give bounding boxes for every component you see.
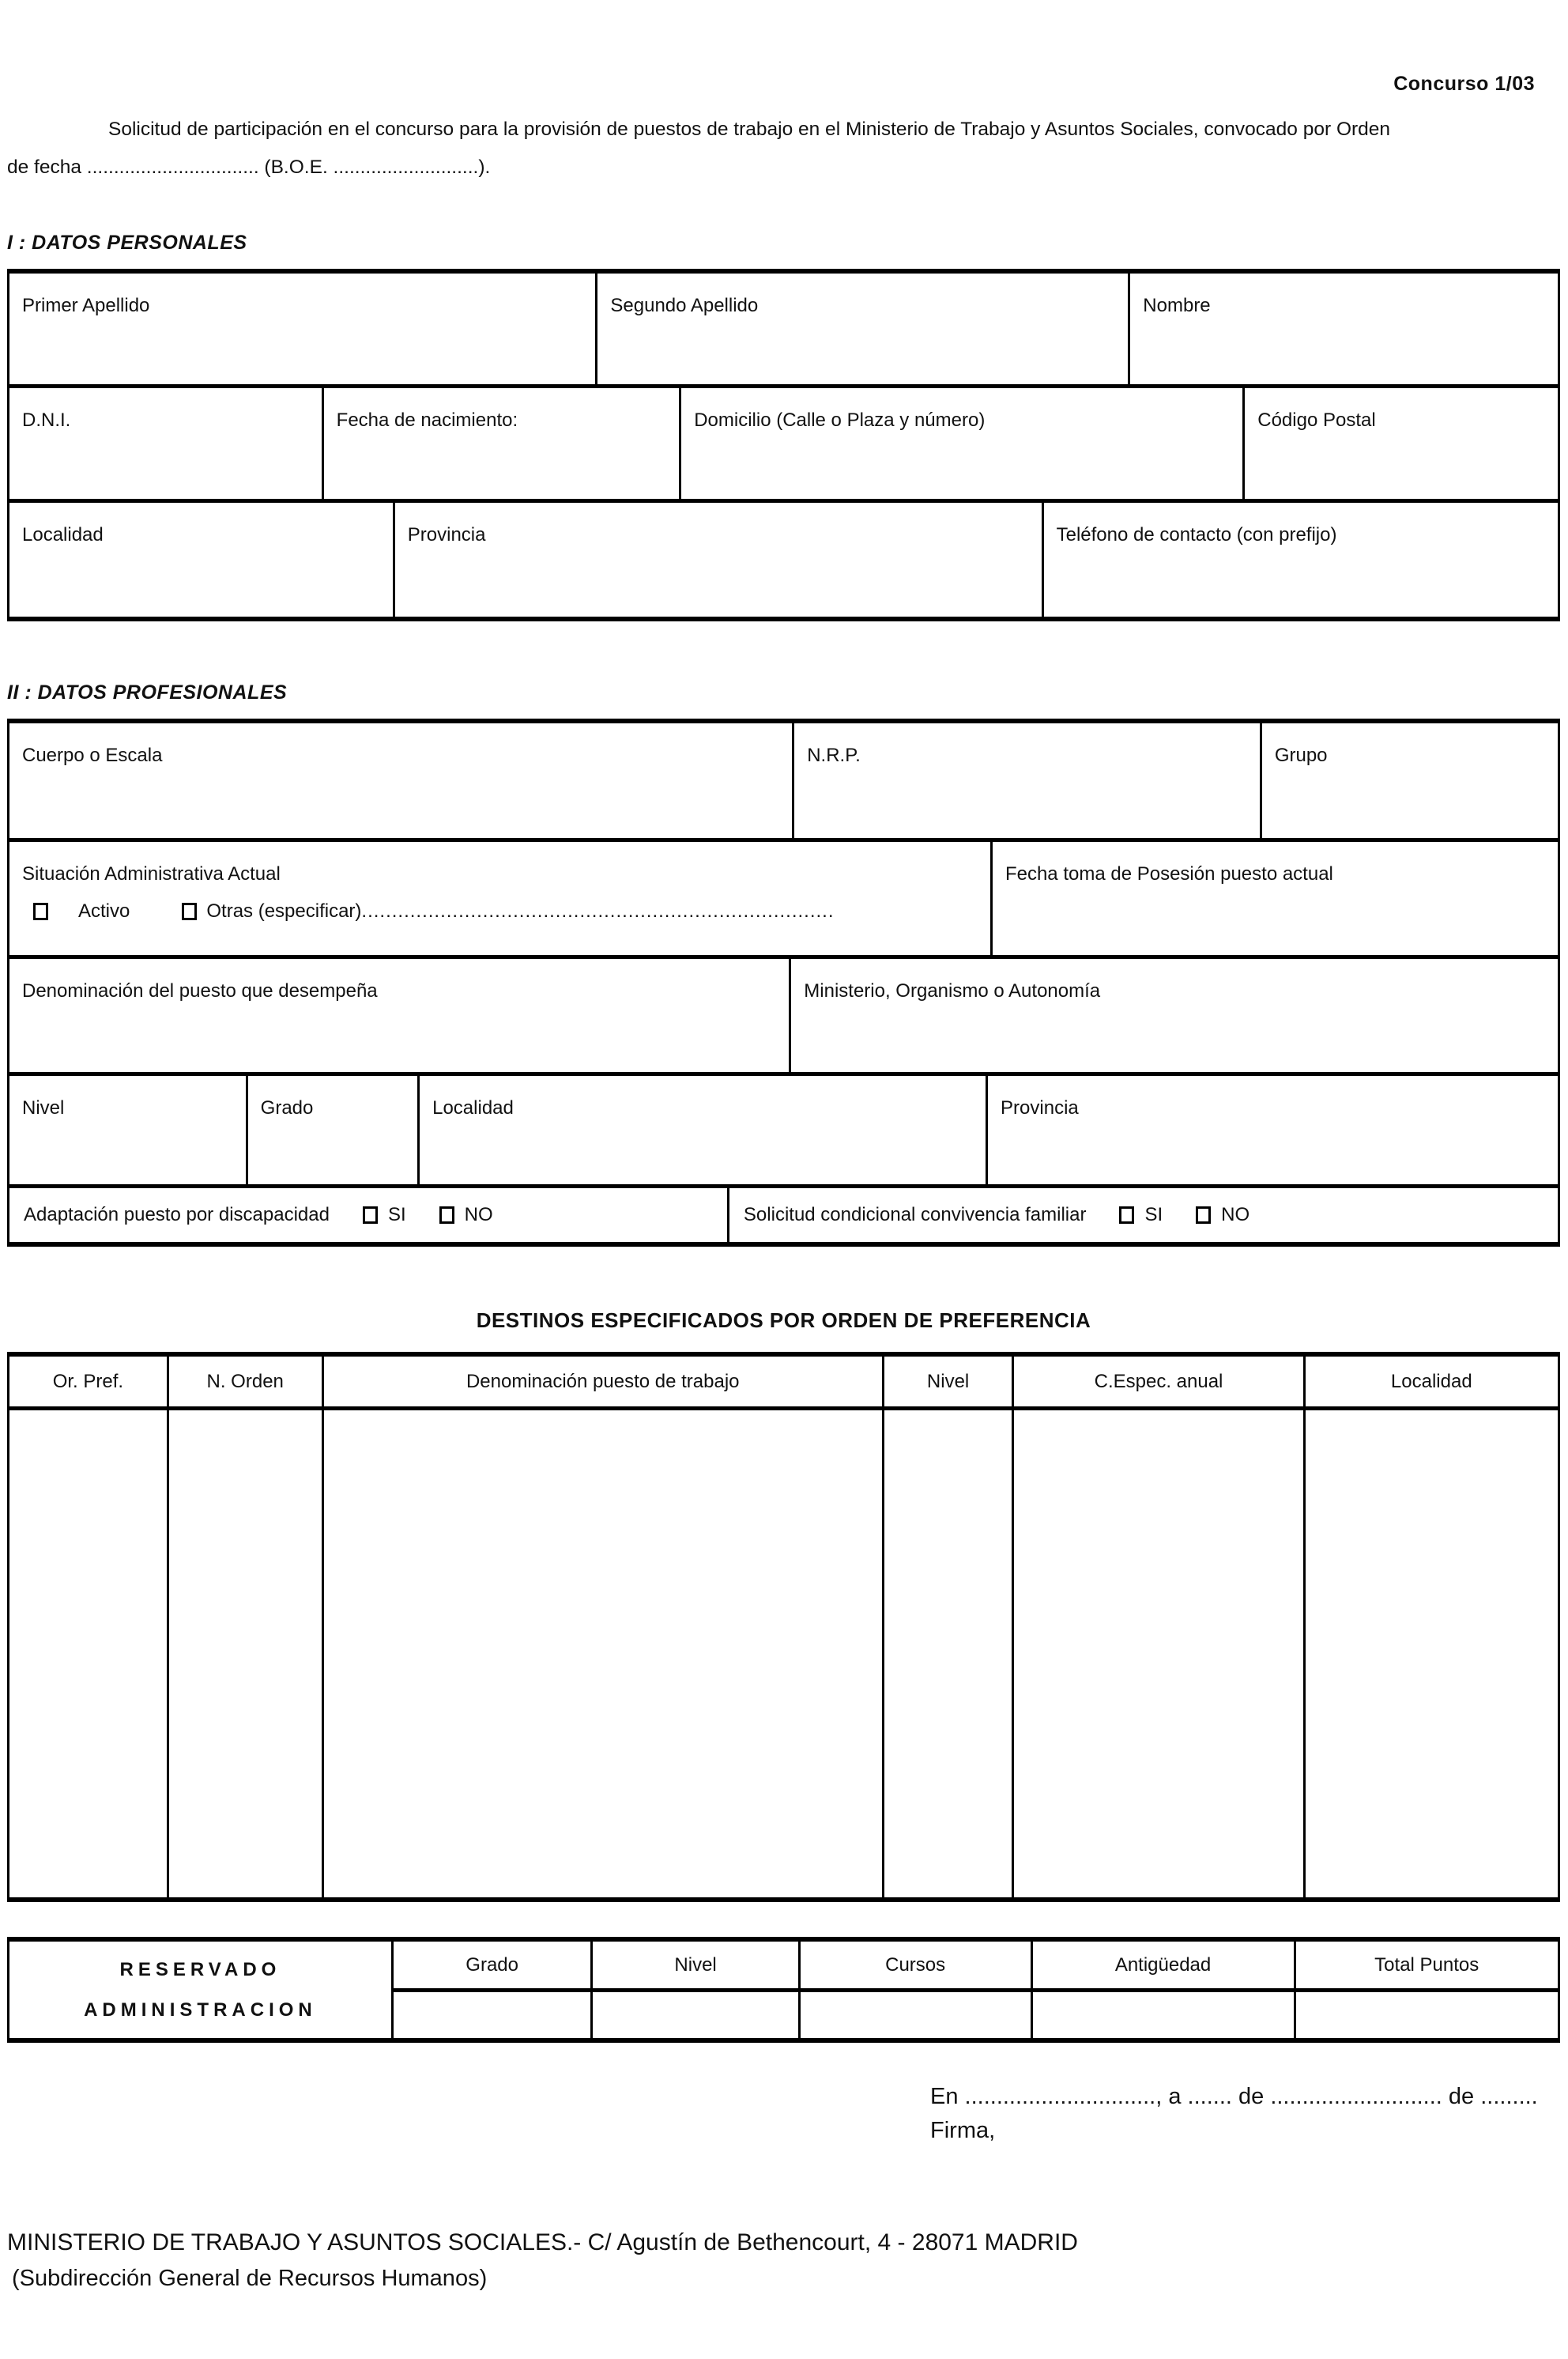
label-adaptacion-si: SI (387, 1204, 406, 1225)
signature-label: Firma, (930, 2118, 996, 2143)
field-solicitud-condicional (729, 1188, 1558, 1242)
reservado-score-grid (394, 1942, 1558, 2038)
label-fecha-nacimiento: Fecha de nacimiento: (336, 410, 518, 431)
label-adaptacion-no: NO (464, 1204, 493, 1225)
header-denominacion-puesto: Denominación puesto de trabajo (324, 1357, 884, 1406)
label-condicional-si: SI (1144, 1204, 1163, 1225)
field-provincia[interactable] (395, 503, 1044, 617)
reservado-grado-value[interactable] (394, 1992, 594, 2038)
field-dni[interactable] (9, 388, 324, 499)
situacion-options (9, 900, 990, 923)
label-adaptacion-discapacidad: Adaptación puesto por discapacidad (24, 1204, 330, 1225)
reservado-nivel-value[interactable] (593, 1992, 800, 2038)
label-grado: Grado (260, 1097, 314, 1119)
label-activo: Activo (78, 900, 130, 922)
label-codigo-postal: Código Postal (1257, 410, 1376, 431)
destinos-header-row (9, 1357, 1558, 1410)
label-situacion-administrativa: Situación Administrativa Actual (22, 863, 281, 885)
label-primer-apellido: Primer Apellido (22, 295, 150, 316)
table-datos-profesionales (7, 719, 1560, 1247)
field-grupo[interactable] (1262, 723, 1558, 838)
field-fecha-toma-posesion[interactable] (993, 842, 1558, 955)
destinos-table-title: DESTINOS ESPECIFICADOS POR ORDEN DE PREFERENCIA (476, 1308, 1091, 1332)
destinos-col-n-orden[interactable] (169, 1410, 324, 1897)
table-destinos-preferencia (7, 1352, 1560, 1902)
table-datos-personales (7, 269, 1560, 621)
field-provincia-puesto[interactable] (988, 1076, 1558, 1184)
label-condicional-no: NO (1221, 1204, 1250, 1225)
field-nivel[interactable] (9, 1076, 248, 1184)
form-reference-tag: Concurso 1/03 (1393, 73, 1535, 95)
signature-date-line[interactable]: En .............................., a ....... de ........................... de ......... (930, 2084, 1538, 2109)
label-reservado: RESERVADO (119, 1958, 281, 1980)
reservado-cursos-value[interactable] (801, 1992, 1033, 2038)
checkbox-activo[interactable] (33, 903, 48, 920)
section-title-datos-profesionales: II : DATOS PROFESIONALES (7, 681, 288, 704)
label-segundo-apellido: Segundo Apellido (610, 295, 759, 316)
field-localidad[interactable] (9, 503, 395, 617)
reservado-total-puntos-value[interactable] (1296, 1992, 1558, 2038)
field-situacion-administrativa (9, 842, 993, 955)
field-adaptacion-discapacidad (9, 1188, 729, 1242)
destinos-col-denominacion[interactable] (324, 1410, 884, 1897)
field-codigo-postal[interactable] (1245, 388, 1558, 499)
label-localidad-puesto: Localidad (432, 1097, 514, 1119)
label-solicitud-condicional: Solicitud condicional convivencia familiar (743, 1204, 1087, 1225)
label-telefono: Teléfono de contacto (con prefijo) (1056, 524, 1337, 545)
label-cuerpo-escala: Cuerpo o Escala (22, 745, 163, 766)
field-telefono[interactable] (1044, 503, 1558, 617)
field-ministerio-organismo[interactable] (791, 959, 1558, 1072)
section-title-datos-personales: I : DATOS PERSONALES (7, 232, 247, 254)
field-denominacion-puesto[interactable] (9, 959, 791, 1072)
intro-line-1: Solicitud de participación en el concurso para la provisión de puestos de trabajo en el Ministerio de Trabajo y Asuntos Sociales, convocado por Orden (108, 119, 1391, 140)
label-nombre: Nombre (1143, 295, 1211, 316)
header-localidad: Localidad (1390, 1370, 1472, 1392)
label-nivel: Nivel (22, 1097, 65, 1119)
intro-paragraph (7, 116, 1560, 181)
footer-subdireccion: (Subdirección General de Recursos Humanos) (12, 2266, 488, 2291)
header-n-orden: N. Orden (169, 1357, 324, 1406)
label-grupo: Grupo (1274, 745, 1328, 766)
checkbox-condicional-no[interactable] (1196, 1206, 1211, 1224)
destinos-col-or-pref[interactable] (9, 1410, 169, 1897)
field-segundo-apellido[interactable] (597, 274, 1130, 384)
field-fecha-nacimiento[interactable] (324, 388, 682, 499)
header-total-puntos: Total Puntos (1374, 1953, 1479, 1976)
reservado-antiguedad-value[interactable] (1033, 1992, 1296, 2038)
label-denominacion-puesto: Denominación del puesto que desempeña (22, 980, 378, 1002)
destinos-col-nivel[interactable] (884, 1410, 1015, 1897)
header-nivel: Nivel (884, 1357, 1015, 1406)
label-otras-especificar: Otras (especificar) (206, 900, 362, 922)
label-provincia-puesto: Provincia (1001, 1097, 1079, 1119)
label-domicilio: Domicilio (Calle o Plaza y número) (694, 410, 986, 431)
field-cuerpo-escala[interactable] (9, 723, 794, 838)
label-localidad: Localidad (22, 524, 104, 545)
destinos-entry-area (9, 1410, 1558, 1897)
checkbox-otras[interactable] (182, 903, 197, 920)
field-domicilio[interactable] (681, 388, 1245, 499)
label-nrp: N.R.P. (807, 745, 861, 766)
field-primer-apellido[interactable] (9, 274, 597, 384)
field-nombre[interactable] (1130, 274, 1558, 384)
header-c-espec-anual: C.Espec. anual (1014, 1357, 1305, 1406)
reservado-administracion-cell (9, 1942, 394, 2038)
field-grado[interactable] (248, 1076, 420, 1184)
header-or-pref: Or. Pref. (9, 1357, 169, 1406)
intro-line-2-fecha-boe[interactable]: de fecha ................................ (B.O.E. ...........................). (7, 157, 491, 178)
label-administracion: ADMINISTRACION (84, 1999, 317, 2021)
destinos-col-c-espec[interactable] (1014, 1410, 1305, 1897)
label-ministerio-organismo: Ministerio, Organismo o Autonomía (804, 980, 1101, 1002)
checkbox-adaptacion-si[interactable] (363, 1206, 378, 1224)
reservado-values-row (394, 1992, 1558, 2038)
field-localidad-puesto[interactable] (420, 1076, 988, 1184)
label-fecha-toma-posesion: Fecha toma de Posesión puesto actual (1004, 863, 1333, 885)
header-grado: Grado (394, 1942, 594, 1988)
header-antiguedad: Antigüedad (1033, 1942, 1296, 1988)
table-reservado-administracion (7, 1937, 1560, 2043)
reservado-header-row (394, 1942, 1558, 1992)
label-dni: D.N.I. (22, 410, 71, 431)
label-provincia: Provincia (407, 524, 486, 545)
checkbox-adaptacion-no[interactable] (439, 1206, 454, 1224)
header-cursos: Cursos (801, 1942, 1033, 1988)
footer-ministry-address: MINISTERIO DE TRABAJO Y ASUNTOS SOCIALES.- C/ Agustín de Bethencourt, 4 - 28071 MADRID (7, 2229, 1078, 2255)
destinos-col-localidad[interactable] (1306, 1410, 1558, 1897)
field-nrp[interactable] (794, 723, 1262, 838)
checkbox-condicional-si[interactable] (1119, 1206, 1134, 1224)
otras-fill-line[interactable]: .............................................................................. (361, 900, 835, 922)
header-nivel-reservado: Nivel (593, 1942, 800, 1988)
